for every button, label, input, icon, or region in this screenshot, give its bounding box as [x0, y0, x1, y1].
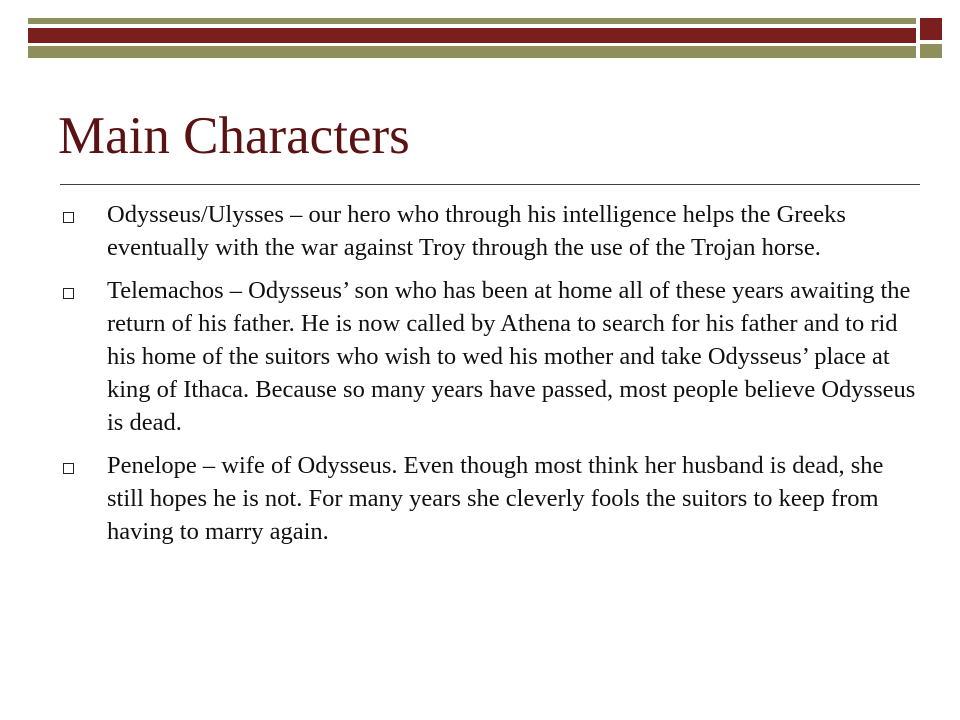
bullet-item-penelope [60, 449, 920, 548]
olive-square [920, 44, 942, 58]
bullet-list [60, 198, 920, 558]
olive-stripe-top [28, 18, 916, 24]
title-divider [60, 184, 920, 185]
bullet-text: Odysseus/Ulysses – our hero who through his intelligence helps the Greeks eventually with the war against Troy through the use of the Trojan horse. [107, 201, 846, 261]
slide-title: Main Characters [58, 107, 410, 165]
bullet-text: Telemachos – Odysseus’ son who has been at home all of these years awaiting the return of his father. He is now called by Athena to search for his father and to rid his home of the suitors who wish to wed his mother and take Odysseus’ place at king of Ithaca. Because so many years have passed, most people believe Odysseus is dead. [107, 277, 916, 436]
hollow-square-bullet-icon [63, 212, 74, 223]
bullet-item-odysseus [60, 198, 920, 264]
olive-stripe-bottom [28, 46, 916, 58]
bullet-item-telemachos [60, 274, 920, 439]
hollow-square-bullet-icon [63, 463, 74, 474]
bullet-text: Penelope – wife of Odysseus. Even though most think her husband is dead, she still hopes he is not. For many years she cleverly fools the suitors to keep from having to marry again. [107, 452, 884, 545]
top-decorative-bar [28, 18, 942, 58]
maroon-stripe [28, 28, 916, 43]
hollow-square-bullet-icon [63, 288, 74, 299]
maroon-square [920, 18, 942, 40]
